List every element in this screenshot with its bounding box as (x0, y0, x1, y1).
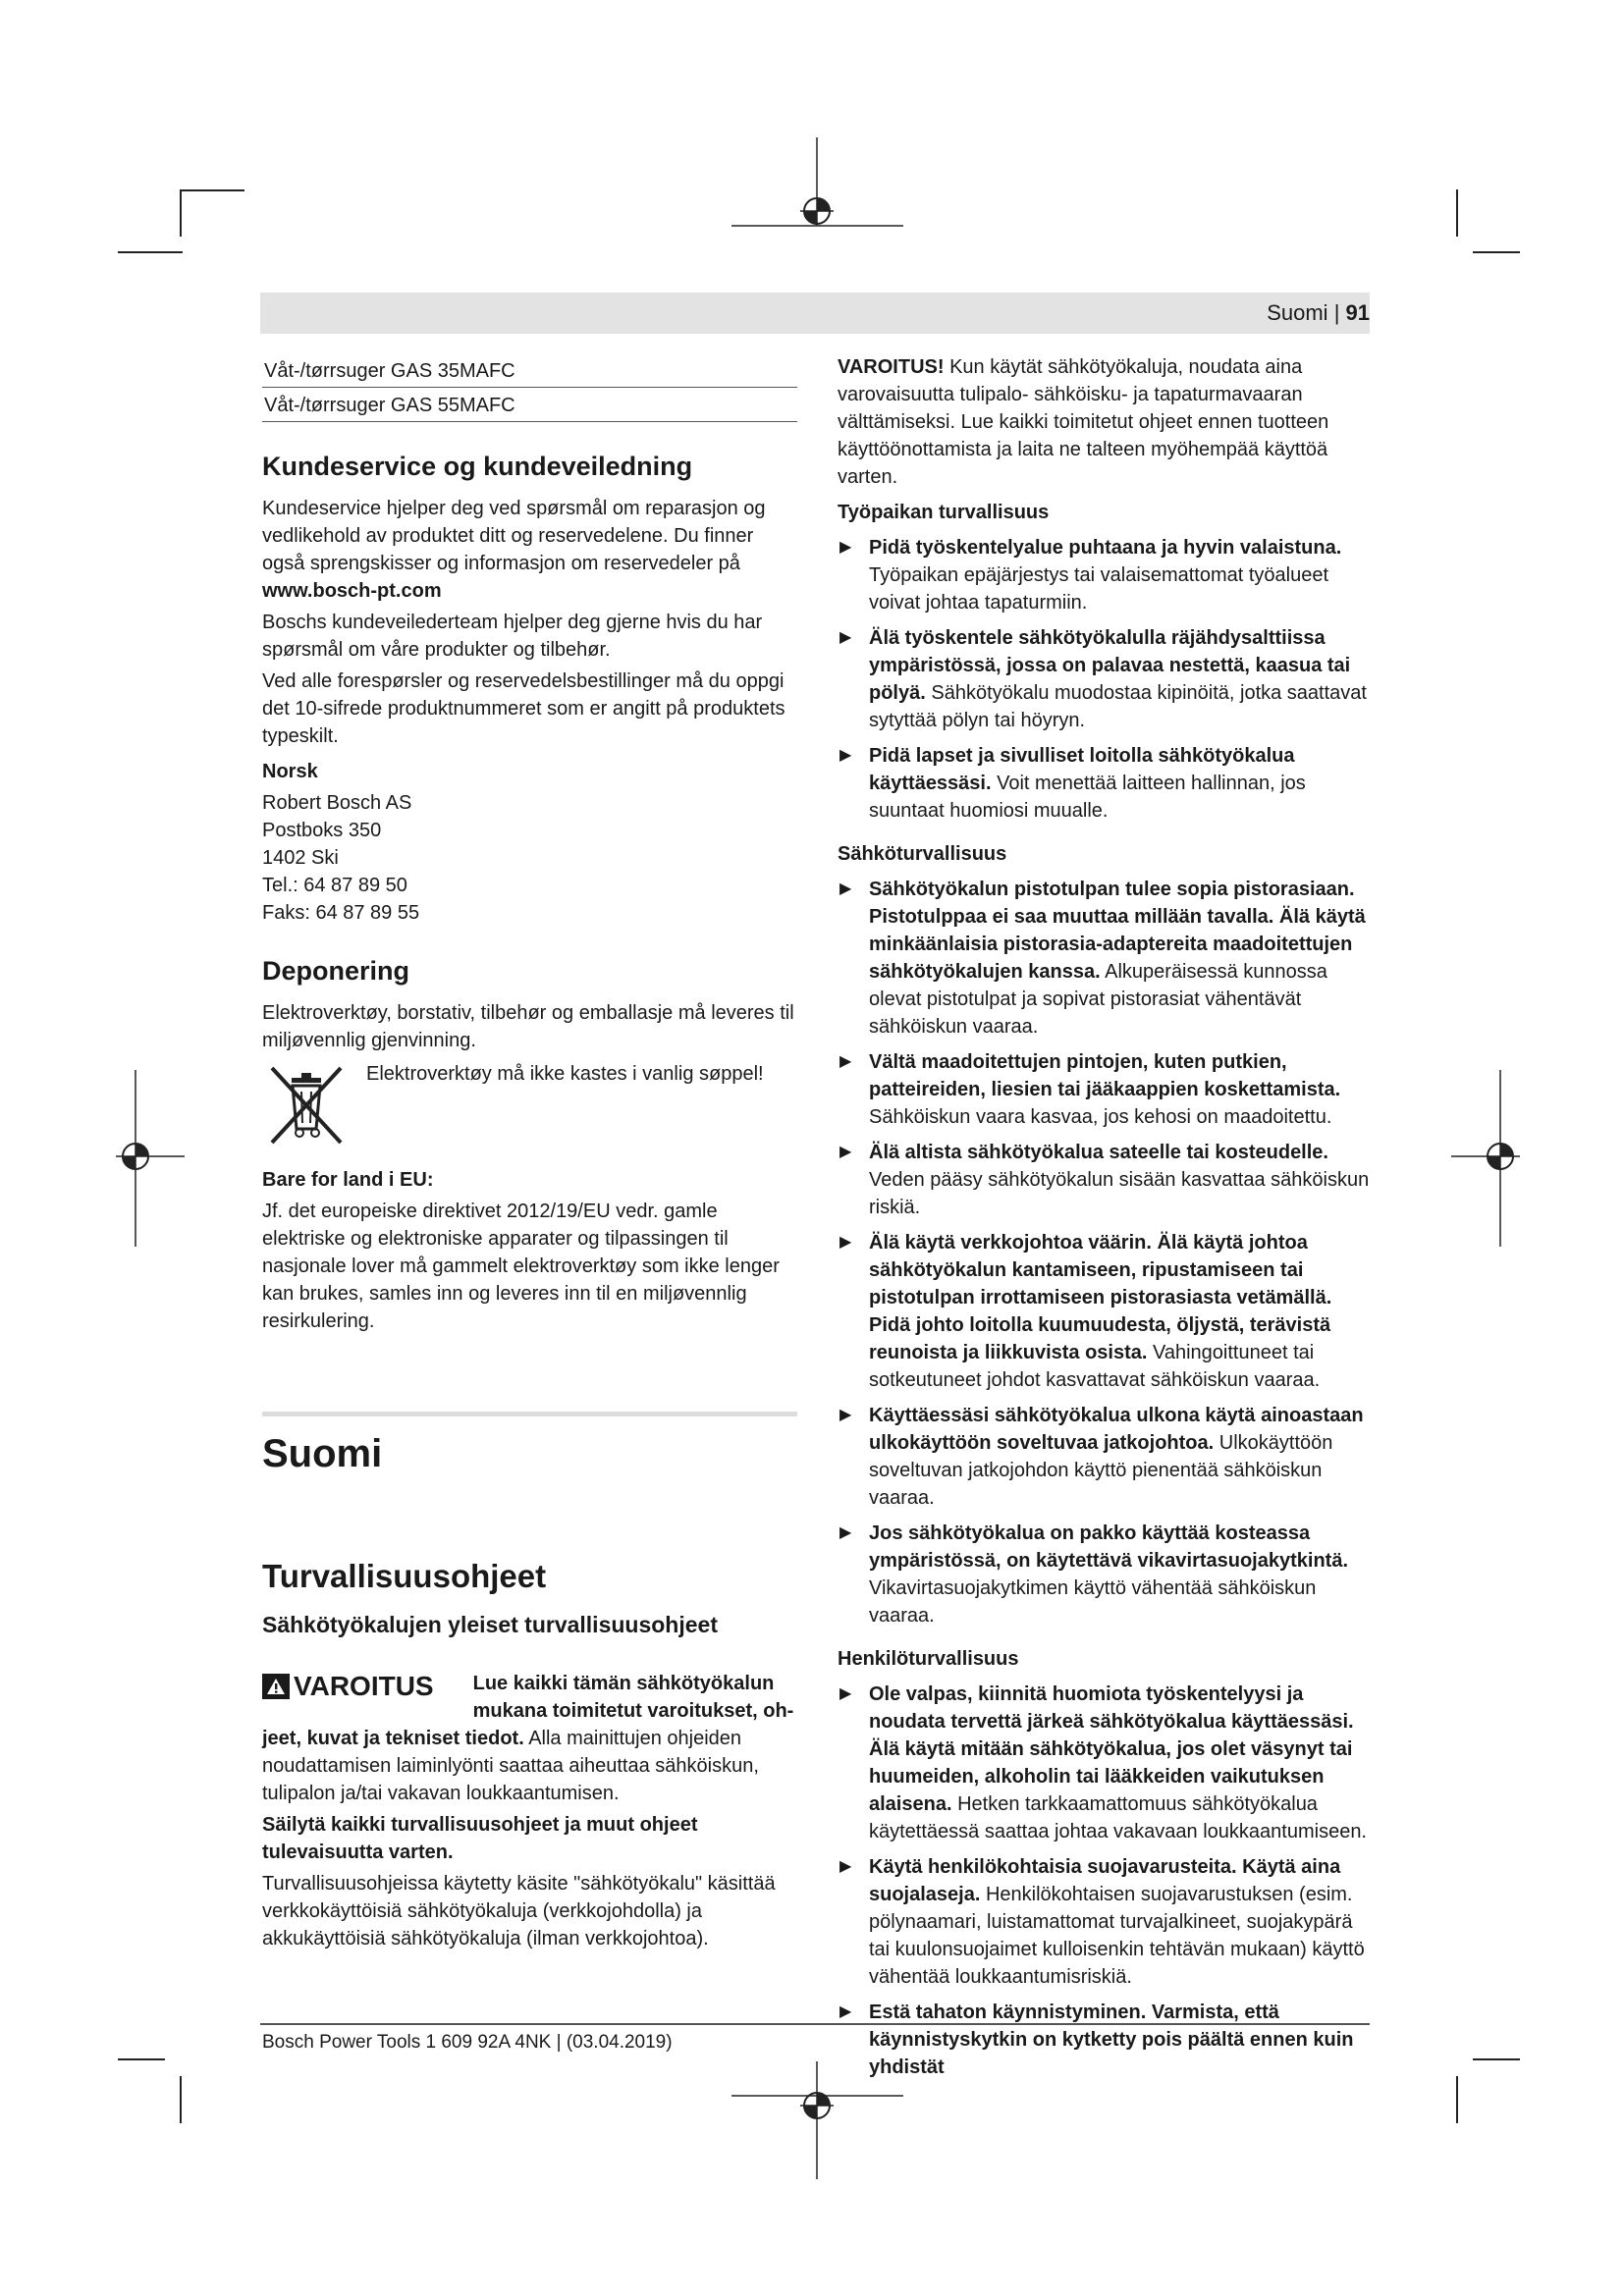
address-line: Postboks 350 (262, 820, 382, 841)
deponering-heading: Deponering (262, 956, 410, 986)
bullet-arrow-icon: ▶ (839, 1858, 852, 1875)
page-header (1267, 298, 1370, 328)
bullet-arrow-icon: ▶ (839, 2003, 852, 2020)
list-item (838, 1048, 1378, 1131)
intro-paragraph (838, 353, 1378, 491)
warning-triangle-icon (262, 1674, 290, 1699)
definition-paragraph: Turvallisuusohjeissa käytetty käsite "sähkötyökalu" käsittää verkkokäyttöisiä sähkötyökaluja (verkkojohdolla) ja akkukäyttöisiä sähkötyökaluja (ilman verkkojohtoa). (262, 1873, 776, 1949)
list-item (838, 1229, 1378, 1394)
address-line: 1402 Ski (262, 847, 339, 869)
item-text: Vikavirtasuojakytkimen käyttö vähentää sähköiskun vaaraa. (869, 1577, 1317, 1627)
list-item (838, 534, 1378, 616)
crop-mark (180, 2076, 182, 2123)
list-item (838, 1139, 1378, 1221)
crossed-bin-icon (266, 1064, 345, 1147)
weee-text: Elektroverktøy må ikke kastes i vanlig søppel! (366, 1063, 764, 1085)
section-rule (262, 1412, 797, 1416)
model-line: Våt-/tørrsuger GAS 35MAFC (262, 353, 797, 388)
section-title-personal: Henkilöturvallisuus (838, 1648, 1019, 1670)
bullet-arrow-icon: ▶ (839, 1524, 852, 1541)
registration-target-icon (1451, 1070, 1520, 1247)
warning-text: Alla mainittujen ohjeiden noudattamisen laiminlyönti saattaa aiheuttaa sähköiskun, tulipalon ja/tai vakavan loukkaantumisen. (262, 1728, 759, 1804)
eu-heading: Bare for land i EU: (262, 1169, 434, 1191)
warning-word: VAROITUS (294, 1671, 434, 1701)
item-bold: Käyttäessäsi sähkötyökalua ulkona käytä ainoastaan ulkokäyttöön soveltuvaa jatkojohtoa. (869, 1405, 1364, 1454)
item-text: Voit menettää laitteen hallinnan, jos suuntaat huomiosi muualle. (869, 773, 1306, 822)
list-item (838, 1853, 1378, 1991)
list-item (838, 1402, 1378, 1512)
list-item (838, 1999, 1378, 2081)
bullet-arrow-icon: ▶ (839, 1234, 852, 1251)
phone-line: Tel.: 64 87 89 50 (262, 875, 407, 896)
safety-heading: Turvallisuusohjeet (262, 1558, 547, 1594)
item-bold: Pidä lapset ja sivulliset loitolla sähkötyökalua käyttäessäsi. (869, 745, 1295, 794)
item-bold: Älä työskentele sähkötyökalulla räjähdysalttiissa ympäristössä, jossa on palavaa nestettä, kaasua tai pölyä. (869, 627, 1351, 704)
list-item (838, 1520, 1378, 1629)
item-bold: Käytä henkilökohtaisia suojavarusteita. Käytä aina suojalaseja. (869, 1856, 1341, 1905)
registration-target-icon (116, 1070, 185, 1247)
weee-notice (262, 1060, 797, 1147)
bullet-arrow-icon: ▶ (839, 747, 852, 764)
list-item (838, 624, 1378, 734)
list-item (838, 742, 1378, 825)
page-header-band (260, 293, 1370, 334)
crop-mark (118, 251, 183, 253)
kundeservice-paragraph: Boschs kundeveilederteam hjelper deg gjerne hvis du har spørsmål om våre produkter og tilbehør. (262, 612, 763, 661)
item-text: Sähkötyökalu muodostaa kipinöitä, jotka saattavat sytyttää pölyn tai höyryn. (869, 682, 1367, 731)
fax-line: Faks: 64 87 89 55 (262, 902, 420, 924)
bullet-arrow-icon: ▶ (839, 1053, 852, 1070)
warning-paragraph (262, 1725, 797, 1807)
bullet-arrow-icon: ▶ (839, 881, 852, 897)
item-text: Vahingoittuneet tai sotkeutuneet johdot kasvattavat sähköiskun vaaraa. (869, 1342, 1321, 1391)
list-item (838, 1681, 1378, 1845)
warning-label (262, 1670, 434, 1703)
item-bold: Estä tahaton käynnistyminen. Varmista, että käynnistyskytkin on kytketty pois päältä ennen kuin yhdistät (869, 2002, 1354, 2078)
left-column (262, 353, 797, 1956)
item-text: Työpaikan epäjärjestys tai valaisemattomat työalueet voivat johtaa tapaturmiin. (869, 564, 1329, 614)
bullet-arrow-icon: ▶ (839, 1685, 852, 1702)
bullet-arrow-icon: ▶ (839, 629, 852, 646)
crop-mark (1473, 251, 1520, 253)
crop-mark (1473, 2058, 1520, 2060)
list-item (838, 876, 1378, 1041)
safety-subheading: Sähkötyökalujen yleiset turvallisuusohjeet (262, 1612, 718, 1637)
crop-mark (180, 189, 182, 237)
item-bold: Ole valpas, kiinnitä huomiota työskentelyysi ja noudata tervettä järkeä sähkötyökalua käyttäessäsi. Älä käytä mitään sähkötyökalua, jos olet väsynyt tai huumeiden, alkoholin tai lääkkeiden vaikutuksen alaisena. (869, 1683, 1354, 1815)
header-separator: | (1333, 300, 1346, 325)
footer-rule (260, 2023, 1370, 2025)
deponering-paragraph: Elektroverktøy, borstativ, tilbehør og emballasje må leveres til miljøvennlig gjenvinning. (262, 1002, 794, 1051)
country-label: Norsk (262, 761, 318, 782)
item-text: Sähköiskun vaara kasvaa, jos kehosi on maadoitettu. (869, 1106, 1332, 1128)
item-bold: Pidä työskentelyalue puhtaana ja hyvin valaistuna. (869, 537, 1342, 559)
crop-mark (1456, 189, 1458, 237)
intro-warning-word: VAROITUS! (838, 356, 945, 378)
section-title-workplace: Työpaikan turvallisuus (838, 502, 1050, 523)
website-link[interactable]: www.bosch-pt.com (262, 580, 442, 602)
header-section: Suomi (1267, 300, 1328, 325)
crop-mark (180, 189, 244, 191)
item-bold: Sähkötyökalun pistotulpan tulee sopia pistorasiaan. Pistotulppaa ei saa muuttaa millään tavalla. Älä käytä minkäänlaisia pistorasia-adaptereita maadoitettujen sähkötyökalujen kanssa. (869, 879, 1366, 983)
model-line: Våt-/tørrsuger GAS 55MAFC (262, 388, 797, 422)
bullet-arrow-icon: ▶ (839, 539, 852, 556)
crop-mark (118, 2058, 165, 2060)
language-title: Suomi (262, 1432, 383, 1475)
bullet-arrow-icon: ▶ (839, 1407, 852, 1423)
warning-block (262, 1670, 797, 1725)
address-block (262, 789, 797, 927)
item-text: Ulkokäyttöön soveltuvan jatkojohdon käyttö pienentää sähköiskun vaaraa. (869, 1432, 1333, 1509)
item-bold: Älä altista sähkötyökalua sateelle tai kosteudelle. (869, 1142, 1328, 1163)
right-column (838, 353, 1378, 2087)
kundeservice-paragraph: Kundeservice hjelper deg ved spørsmål om reparasjon og vedlikehold av produktet ditt og reservedelene. Du finner også sprengskisser og informasjon om reservedeler på (262, 498, 766, 574)
registration-target-icon (731, 137, 908, 245)
item-text: Hetken tarkkaamattomuus sähkötyökalua käytettäessä saattaa johtaa vakavaan loukkaantumiseen. (869, 1793, 1367, 1842)
item-text: Veden pääsy sähkötyökalun sisään kasvattaa sähköiskun riskiä. (869, 1169, 1370, 1218)
item-bold: Älä käytä verkkojohtoa väärin. Älä käytä johtoa sähkötyökalun kantamiseen, ripustamiseen tai pistotulpan irrottamiseen pistorasiasta vetämällä. Pidä johto loitolla kuumuudesta, öljystä, terävistä reunoista ja liikkuvista osista. (869, 1232, 1332, 1363)
kundeservice-paragraph: Ved alle forespørsler og reservedelsbestillinger må du oppgi det 10-sifrede produktnummeret som er angitt på produktets typeskilt. (262, 670, 785, 747)
page-footer: Bosch Power Tools 1 609 92A 4NK | (03.04.2019) (262, 2032, 673, 2053)
kundeservice-heading: Kundeservice og kundeveiledning (262, 452, 693, 481)
address-line: Robert Bosch AS (262, 792, 412, 814)
crop-mark (1456, 2076, 1458, 2123)
page-number: 91 (1345, 300, 1370, 325)
item-text: Henkilökohtaisen suojavarustuksen (esim. pölynaamari, luistamattomat turvajalkineet, suojakypärä tai kuulonsuojaimet kulloisenkin tehtävän mukaan) käyttö vähentää loukkaantumisriskiä. (869, 1884, 1365, 1988)
item-text: Alkuperäisessä kunnossa olevat pistotulpat ja sopivat pistorasiat vähentävät sähköiskun vaaraa. (869, 961, 1327, 1038)
keep-instructions: Säilytä kaikki turvallisuusohjeet ja muut ohjeet tulevaisuutta varten. (262, 1814, 698, 1863)
item-bold: Vältä maadoitettujen pintojen, kuten putkien, patteireiden, liesien tai jääkaappien koskettamista. (869, 1051, 1341, 1100)
eu-paragraph: Jf. det europeiske direktivet 2012/19/EU vedr. gamle elektriske og elektroniske apparater og tilpassingen til nasjonale lover må gammelt elektroverktøy som ikke lenger kan brukes, samles inn og leveres inn til en miljøvennlig resirkulering. (262, 1201, 780, 1332)
bullet-arrow-icon: ▶ (839, 1144, 852, 1160)
item-bold: Jos sähkötyökalua on pakko käyttää kosteassa ympäristössä, on käytettävä vikavirtasuojakytkintä. (869, 1522, 1349, 1572)
intro-text: Kun käytät sähkötyökaluja, noudata aina varovaisuutta tulipalo- sähköisku- ja tapaturmavaaran välttämiseksi. Lue kaikki toimitetut ohjeet ennen tuotteen käyttöönottamista ja laita ne talteen myöhempää käyttöä varten. (838, 356, 1329, 488)
warning-bold-text: Lue kaikki tämän sähkötyökalun mukana toimitetut varoitukset, oh- (472, 1673, 794, 1722)
section-title-electrical: Sähköturvallisuus (838, 843, 1007, 865)
warning-bold-continued: jeet, kuvat ja tekniset tiedot. (262, 1728, 524, 1749)
